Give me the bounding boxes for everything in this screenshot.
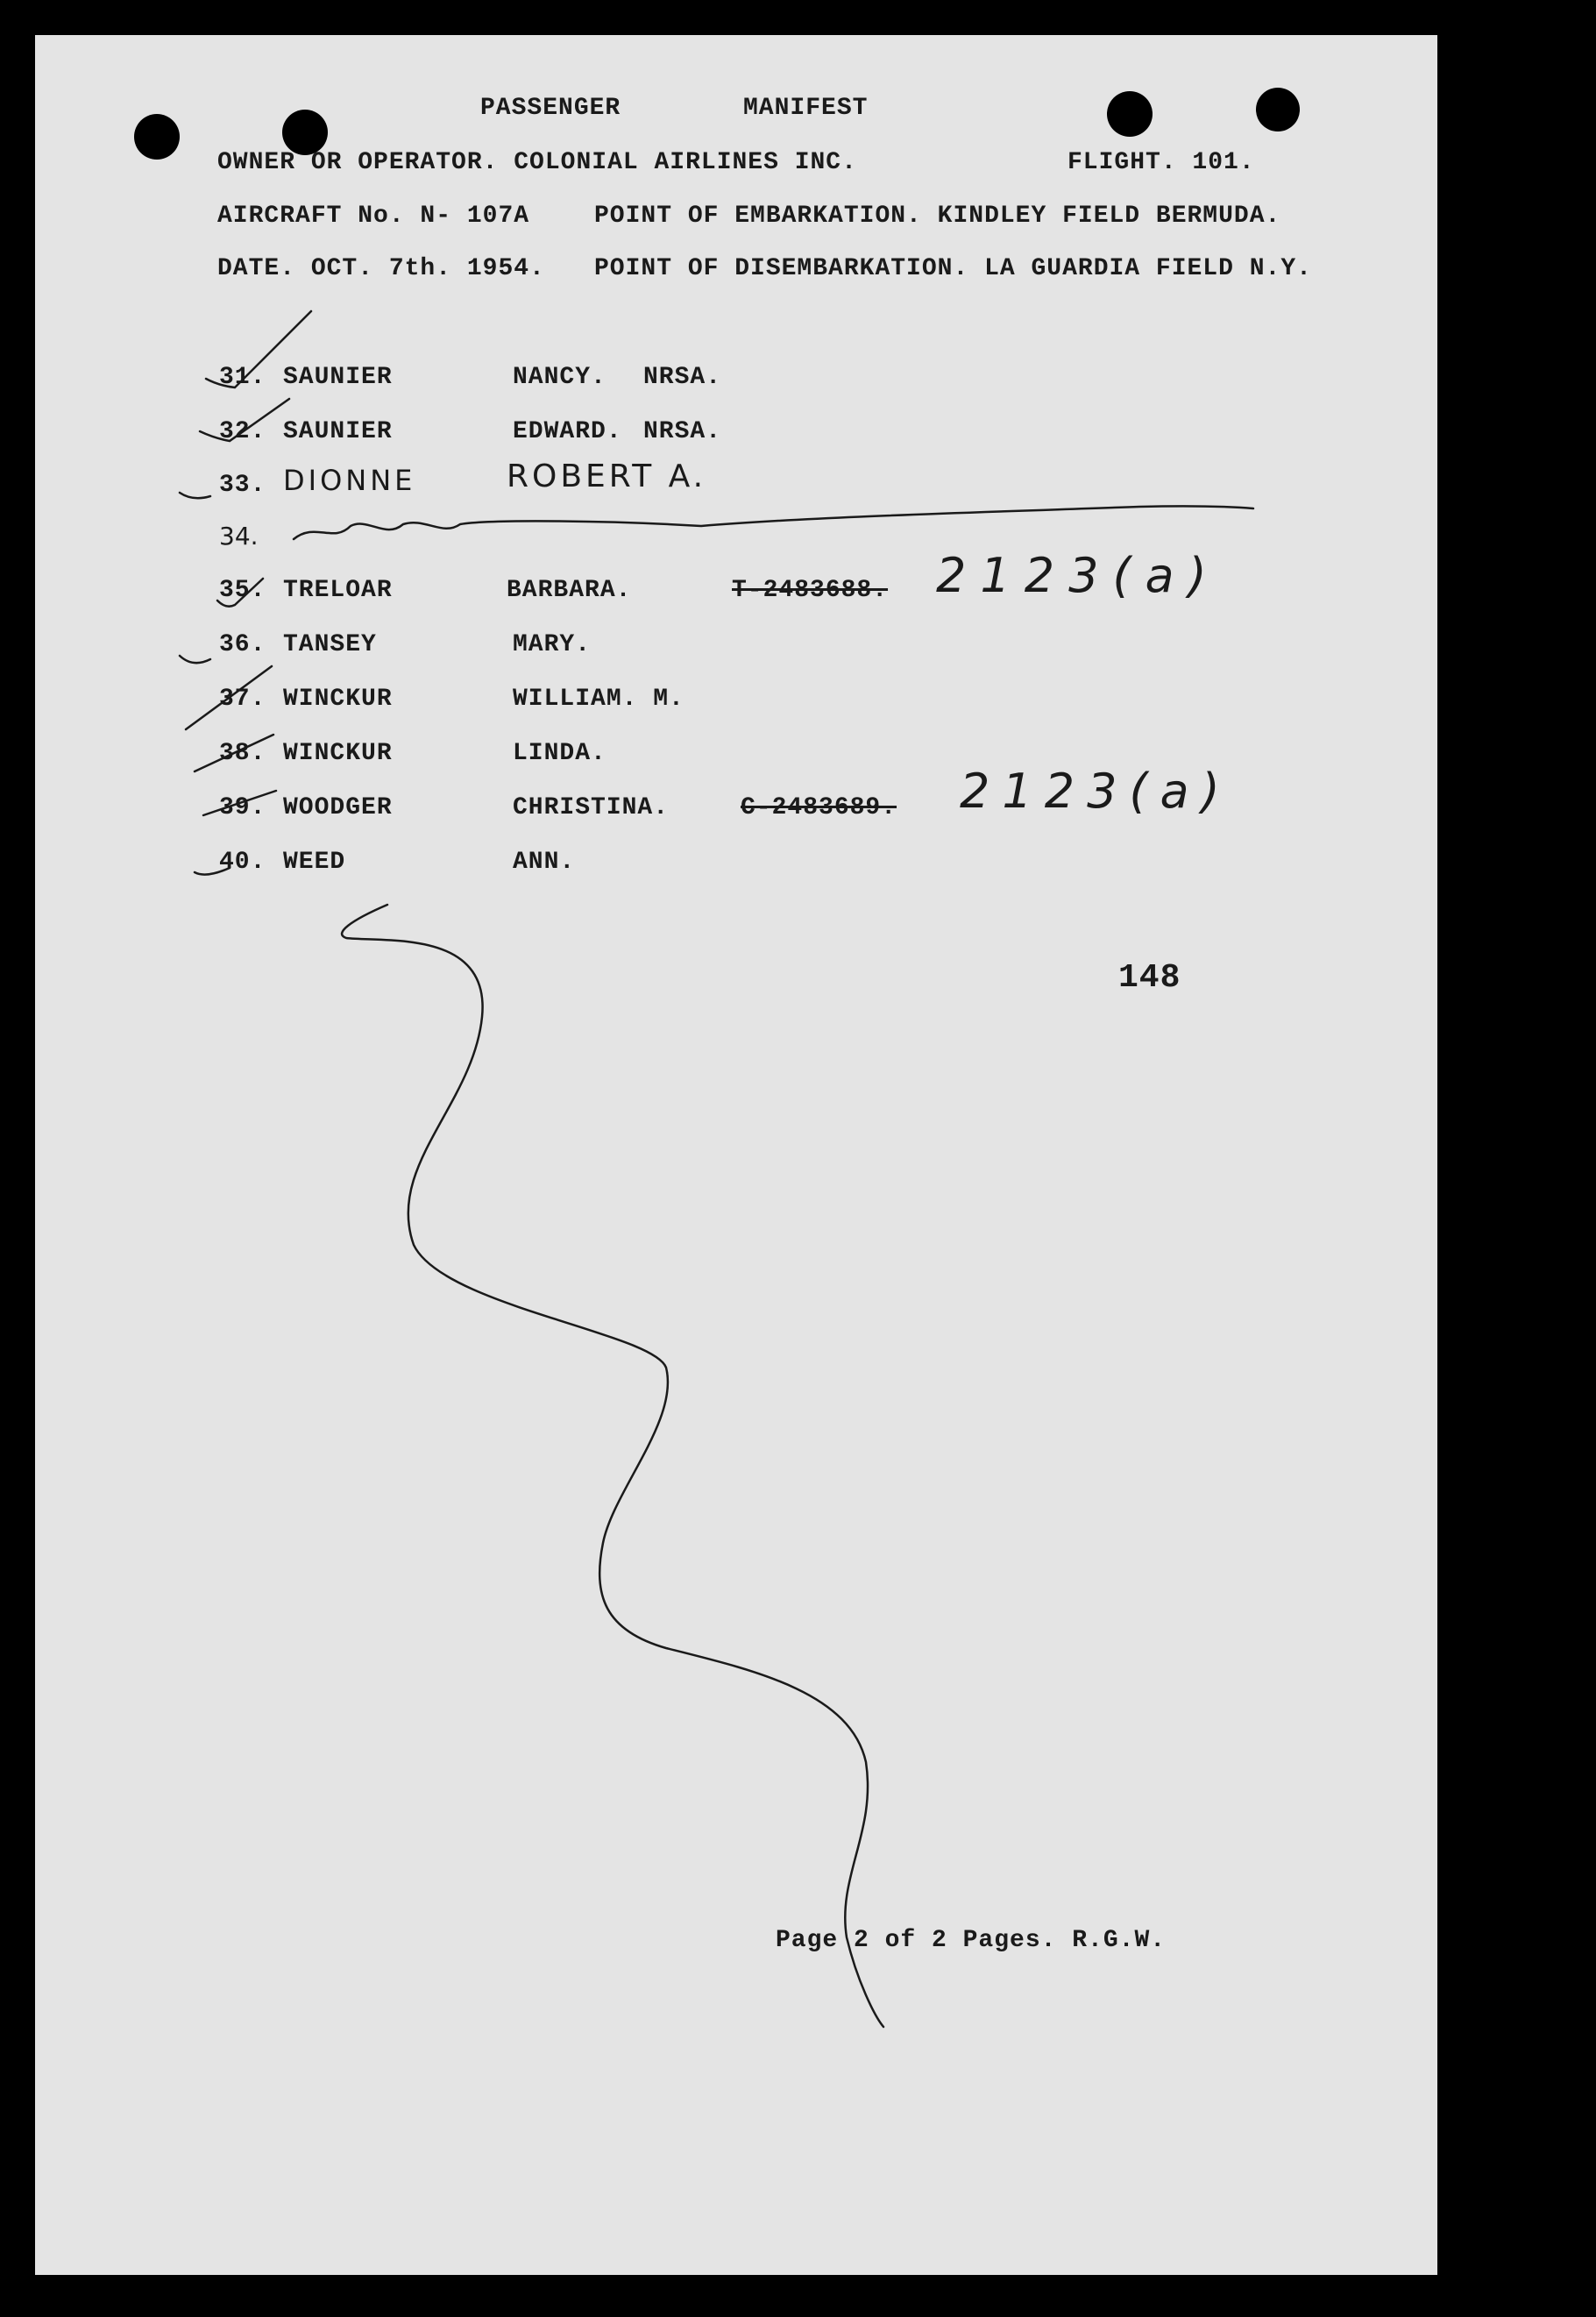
row-number: 32. (219, 418, 266, 445)
squiggle-line (342, 905, 883, 2027)
row-number: 38. (219, 740, 266, 767)
check-mark (180, 656, 210, 663)
row-number: 39. (219, 794, 266, 821)
row-number: 37. (219, 686, 266, 713)
surname: WINCKUR (283, 740, 393, 767)
given-name: WILLIAM. M. (513, 686, 685, 713)
title-passenger: PASSENGER (480, 95, 621, 122)
check-mark (195, 735, 273, 771)
check-mark (217, 579, 263, 607)
handwritten-code: 2123(a) (936, 548, 1221, 603)
handwritten-code: 2123(a) (960, 764, 1232, 819)
row-number: 31. (219, 364, 266, 391)
given-name-handwritten: ROBERT A. (507, 458, 707, 494)
flight-number: FLIGHT. 101. (1068, 149, 1255, 176)
status-code: NRSA. (643, 364, 722, 391)
given-name: NANCY. (513, 364, 606, 391)
check-mark (186, 666, 272, 729)
surname: SAUNIER (283, 364, 393, 391)
status-code: NRSA. (643, 418, 722, 445)
surname-handwritten: DIONNE (283, 464, 416, 497)
row-number: 40. (219, 849, 266, 876)
strike-through-line (294, 506, 1253, 539)
row-number: 34. (219, 522, 259, 551)
surname: WOODGER (283, 794, 393, 821)
given-name: BARBARA. (507, 577, 632, 604)
surname: TANSEY (283, 631, 377, 658)
surname: SAUNIER (283, 418, 393, 445)
check-mark (206, 311, 311, 387)
given-name: MARY. (513, 631, 592, 658)
check-mark (200, 399, 289, 441)
row-number: 35. (219, 577, 266, 604)
given-name: ANN. (513, 849, 576, 876)
row-number: 36. (219, 631, 266, 658)
point-of-disembarkation: POINT OF DISEMBARKATION. LA GUARDIA FIELD N.Y. (594, 255, 1312, 282)
check-mark (195, 868, 230, 875)
check-mark (203, 791, 276, 815)
title-manifest: MANIFEST (743, 95, 869, 122)
surname: WEED (283, 849, 346, 876)
row-number: 33. (219, 472, 266, 499)
surname: WINCKUR (283, 686, 393, 713)
check-mark (180, 493, 210, 498)
owner-line: OWNER OR OPERATOR. COLONIAL AIRLINES INC. (217, 149, 857, 176)
given-name: EDWARD. (513, 418, 622, 445)
given-name: LINDA. (513, 740, 606, 767)
given-name: CHRISTINA. (513, 794, 670, 821)
point-of-embarkation: POINT OF EMBARKATION. KINDLEY FIELD BERMUDA. (594, 203, 1281, 230)
ticket-number: T-2483688. (732, 577, 889, 604)
page-footer: Page 2 of 2 Pages. R.G.W. (776, 1927, 1167, 1954)
surname: TRELOAR (283, 577, 393, 604)
ticket-number: C-2483689. (741, 794, 897, 821)
manifest-date: DATE. OCT. 7th. 1954. (217, 255, 545, 282)
stamp-number: 148 (1118, 959, 1181, 997)
aircraft-number: AIRCRAFT No. N- 107A (217, 203, 530, 230)
